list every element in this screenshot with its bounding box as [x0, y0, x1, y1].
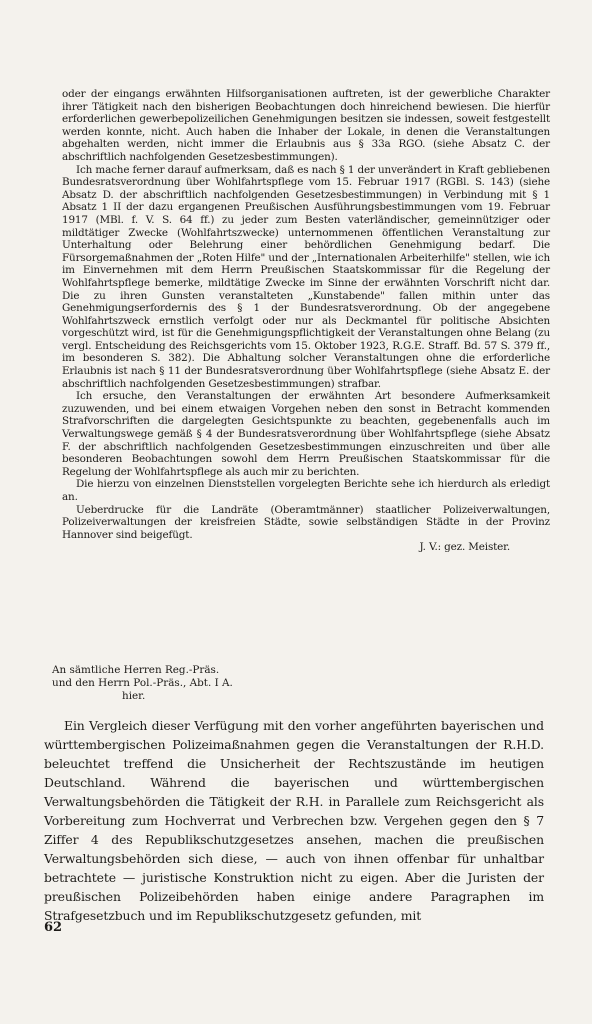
quote-paragraph-3: Ich ersuche, den Veranstaltungen der erwähnten Art besondere Aufmerksamkeit zuzuwenden, und bei einem etwaigen Vorgehen neben den sonst in Betracht kommenden Strafvorschriften die dargelegten Gesichtspunkte zu beachten, gegebenenfalls auch im Verwaltungswege gemäß § 4 der Bundesratsverordnung über Wohlfahrtspflege (siehe Absatz F. der abschriftlich nachfolgenden Gesetzesbestimmungen einzuschreiten und über alle besonderen Beobachtungen sowohl dem Herrn Preußischen Staatskommissar für die Regelung der Wohlfahrtspflege als auch mir zu berichten.	[62, 390, 550, 478]
addressee-line-2: und den Herrn Pol.-Präs., Abt. I A.	[52, 677, 233, 689]
main-body-text	[44, 716, 544, 925]
quote-paragraph-1: oder der eingangs erwähnten Hilfsorganisationen auftreten, ist der gewerbliche Charakter ihrer Tätigkeit nach den bisherigen Beobachtungen doch hinreichend bewiesen. Die hierfür erforderlichen gewerbepolizeilichen Genehmigungen besitzen sie indessen, soweit festgestellt werden konnte, nicht. Auch haben die Inhaber der Lokale, in denen die Veranstaltungen abgehalten werden, nicht immer die Erlaubnis aus § 33a RGO. (siehe Absatz C. der abschriftlich nachfolgenden Gesetzesbestimmungen).	[62, 88, 550, 163]
quote-paragraph-2: Ich mache ferner darauf aufmerksam, daß es nach § 1 der unverändert in Kraft gebliebenen Bundesratsverordnung über Wohlfahrtspflege vom 15. Februar 1917 (RGBl. S. 143) (siehe Absatz D. der abschriftlich nachfolgenden Gesetzesbestimmungen) in Verbindung mit § 1 Absatz 1 II der dazu ergangenen Preußischen Ausführungsbestimmungen vom 19. Februar 1917 (MBl. f. V. S. 64 ff.) zu jeder zum Besten vaterländischer, gemeinnütziger oder mildtätiger Zwecke (Wohlfahrtszwecke) unternommenen öffentlichen Veranstaltung zur Unterhaltung oder Belehrung einer behördlichen Genehmigung bedarf. Die Fürsorgemaßnahmen der „Roten Hilfe" und der „Internationalen Arbeiterhilfe" stellen, wie ich im Einvernehmen mit dem Herrn Preußischen Staatskommissar für die Regelung der Wohlfahrtspflege bemerke, mildtätige Zwecke im Sinne der erwähnten Vorschrift nicht dar. Die zu ihren Gunsten veranstalteten „Kunstabende" fallen mithin unter das Genehmigungserfordernis des § 1 der Bundesratsverordnung. Ob der angegebene Wohlfahrtszweck ernstlich verfolgt oder nur als Deckmantel für politische Absichten vorgeschützt wird, ist für die Genehmigungspflichtigkeit der Veranstaltungen ohne Belang (zu vergl. Entscheidung des Reichsgerichts vom 15. Oktober 1923, R.G.E. Straff. Bd. 57 S. 379 ff., im besonderen S. 382). Die Abhaltung solcher Veranstaltungen ohne die erforderliche Erlaubnis ist nach § 11 der Bundesratsverordnung über Wohlfahrtspflege (siehe Absatz E. der abschriftlich nachfolgenden Gesetzesbestimmungen) strafbar.	[62, 163, 550, 390]
quote-paragraph-5: Ueberdrucke für die Landräte (Oberamtmänner) staatlicher Polizeiverwaltungen, Polizeiverwaltungen der kreisfreien Städte, sowie selbständigen Städte in der Provinz Hannover sind beigefügt.	[62, 503, 550, 541]
quote-paragraph-4: Die hierzu von einzelnen Dienststellen vorgelegten Berichte sehe ich hierdurch als erledigt an.	[62, 478, 550, 503]
decree-quote-block	[62, 88, 550, 554]
addressee-line-3: hier.	[122, 690, 146, 702]
body-paragraph: Ein Vergleich dieser Verfügung mit den vorher angeführten bayerischen und württembergischen Polizeimaßnahmen gegen die Veranstaltungen der R.H.D. beleuchtet treffend die Unsicherheit der Rechtszustände im heutigen Deutschland. Während die bayerischen und württembergischen Verwaltungsbehörden die Tätigkeit der R.H. in Parallele zum Reichsgericht als Vorbereitung zum Hochverrat und Verbrechen bzw. Vergehen gegen den § 7 Ziffer 4 des Republikschutzgesetzes ansehen, machen die preußischen Verwaltungsbehörden sich diese, — auch von ihnen offenbar für unhaltbar betrachtete — juristische Konstruktion nicht zu eigen. Aber die Juristen der preußischen Polizeibehörden haben einige andere Paragraphen im Strafgesetzbuch und im Republikschutzgesetz gefunden, mit	[44, 718, 544, 923]
addressee-line-1: An sämtliche Herren Reg.-Präs.	[52, 664, 220, 676]
signature-line: J. V.: gez. Meister.	[419, 541, 510, 554]
addressee-block	[52, 664, 312, 703]
page-number: 62	[44, 920, 63, 935]
